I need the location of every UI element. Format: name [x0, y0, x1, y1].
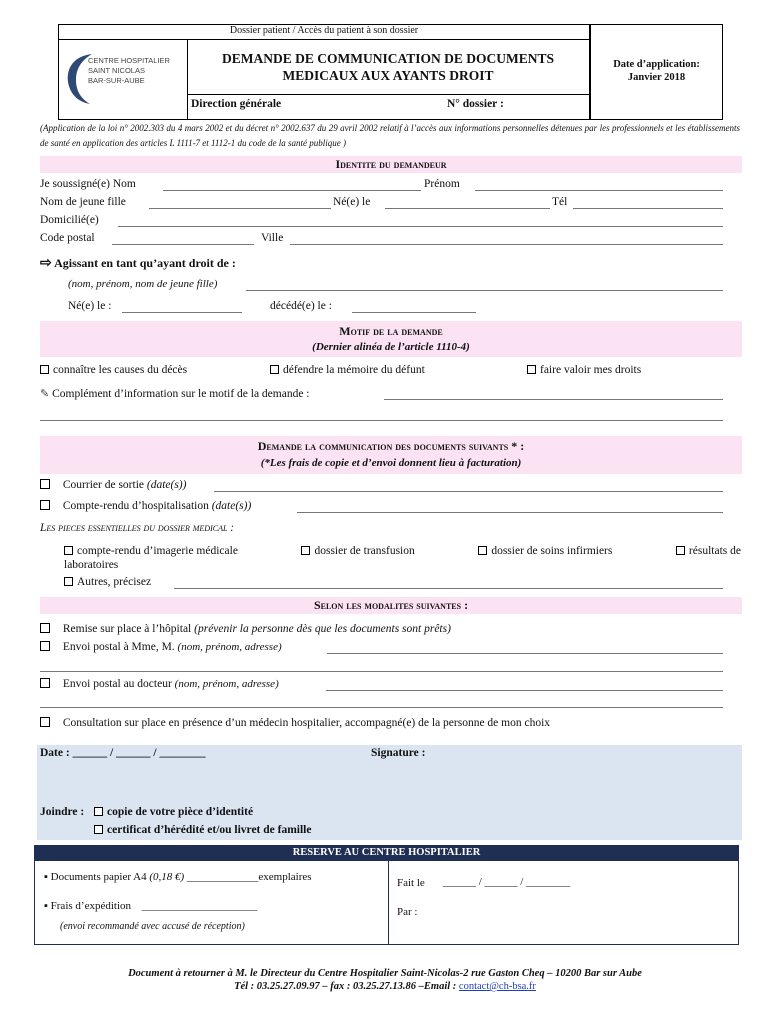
- title-line-1: DEMANDE DE COMMUNICATION DE DOCUMENTS: [221, 51, 554, 66]
- envoi-mme-label: Envoi postal à Mme, M.: [62, 641, 175, 653]
- complement-field-2[interactable]: [40, 420, 723, 421]
- ayant-droit-heading: [40, 255, 236, 272]
- courrier-label: Courrier de sortie: [62, 479, 144, 491]
- remise-hint: (prévenir la personne dès que les documents sont prêts): [194, 623, 451, 635]
- motif-header: [40, 323, 742, 355]
- pieces-title: [40, 522, 234, 534]
- nom-label: Je soussigné(e) Nom: [40, 178, 136, 190]
- courrier-field[interactable]: [214, 491, 723, 492]
- piece-soins[interactable]: [478, 545, 612, 557]
- modalites-title: Selon les modalites suivantes :: [313, 598, 469, 612]
- motif-option-causes[interactable]: [40, 364, 187, 376]
- title-line-2: MEDICAUX AUX AYANTS DROIT: [282, 68, 494, 83]
- docs-papier-suffix: _____________exemplaires: [186, 871, 312, 883]
- bullet-icon: ▪: [44, 900, 48, 912]
- ne-le-label: Né(e) le: [333, 196, 371, 208]
- legal-note: (Application de la loi n° 2002.303 du 4 mars 2002 et du décret n° 2002.637 du 29 avril 2002 relatif à l’accès aux informations personnelles détenues par les professionnels et les établissements de santé en application des articles L 1111-7 et 1112-1 du code de la santé publique ): [40, 123, 740, 148]
- checkbox-autres[interactable]: [64, 577, 73, 586]
- laboratoires-label: laboratoires: [64, 559, 119, 571]
- joindre-identite-label: copie de votre pièce d’identité: [107, 806, 254, 818]
- header-title-divider: [187, 94, 590, 95]
- code-postal-label: Code postal: [40, 232, 95, 244]
- envoi-mme-field-2[interactable]: [40, 671, 723, 672]
- dossier-number-label: N° dossier :: [447, 98, 504, 110]
- motif-option-causes-label: connaître les causes du décès: [53, 364, 188, 376]
- docs-papier-prix: (0,18 €): [149, 871, 185, 883]
- piece-transfusion[interactable]: [301, 545, 414, 557]
- pieces-title-label: Les pieces essentielles du dossier medical :: [40, 522, 235, 534]
- joindre-heredite-label: certificat d’hérédité et/ou livret de famille: [107, 824, 312, 836]
- arrow-right-icon: ⇨: [40, 256, 52, 271]
- pieces-options: [64, 545, 741, 557]
- frais-line: _____________________: [141, 900, 258, 912]
- motif-option-droits-label: faire valoir mes droits: [540, 364, 642, 376]
- piece-resultats-label: résultats de: [688, 545, 741, 557]
- footer-line-2: [20, 980, 750, 993]
- nom-field[interactable]: [163, 190, 421, 191]
- checkbox-causes[interactable]: [40, 365, 49, 374]
- autres-label: Autres, précisez: [77, 576, 152, 588]
- signature-date[interactable]: Date : ______ / ______ / ________: [40, 747, 206, 759]
- defunt-nom-field[interactable]: [246, 290, 723, 291]
- checkbox-soins[interactable]: [478, 546, 487, 555]
- header-top-divider: [58, 39, 590, 40]
- fait-le-label: Fait le: [397, 877, 425, 889]
- envoi-note: (envoi recommandé avec accusé de réception): [60, 921, 245, 932]
- pencil-icon: ✎: [40, 388, 50, 400]
- logo-line-2: SAINT NICOLAS: [88, 66, 145, 75]
- joindre-heredite[interactable]: [94, 824, 311, 836]
- complement-field-1[interactable]: [384, 399, 723, 400]
- checkbox-compte-rendu[interactable]: [40, 500, 50, 510]
- envoi-mme-hint: (nom, prénom, adresse): [177, 641, 282, 653]
- envoi-docteur-field-1[interactable]: [326, 690, 723, 691]
- date-application-label: Date d’application:: [613, 59, 700, 70]
- envoi-docteur-hint: (nom, prénom, adresse): [174, 678, 279, 690]
- frais-label: Frais d’expédition: [50, 900, 132, 912]
- piece-imagerie[interactable]: [64, 545, 238, 557]
- motif-option-memoire[interactable]: [270, 364, 425, 376]
- frais-row: [44, 900, 257, 912]
- direction-label: Direction générale: [191, 98, 282, 110]
- identite-title: Identite du demandeur: [335, 157, 447, 171]
- tel-field[interactable]: [573, 208, 723, 209]
- envoi-docteur-label: Envoi postal au docteur: [62, 678, 172, 690]
- defunt-decede-label: décédé(e) le :: [270, 300, 332, 312]
- ayant-droit-label: Agissant en tant qu’ayant droit de :: [54, 256, 236, 270]
- defunt-nom-label: (nom, prénom, nom de jeune fille): [68, 278, 218, 290]
- ville-label: Ville: [261, 232, 284, 244]
- piece-resultats[interactable]: [676, 545, 741, 557]
- envoi-mme-field-1[interactable]: [327, 653, 723, 654]
- motif-title: Motif de la demande: [339, 324, 443, 338]
- courrier-hint: (date(s)): [146, 479, 187, 491]
- envoi-mme-row[interactable]: [40, 641, 282, 653]
- domicile-field[interactable]: [118, 226, 723, 227]
- motif-option-memoire-label: défendre la mémoire du défunt: [283, 364, 425, 376]
- documents-subtitle: (*Les frais de copie et d’envoi donnent lieu à facturation): [260, 457, 522, 469]
- piece-imagerie-label: compte-rendu d’imagerie médicale: [77, 545, 238, 557]
- page-title: [188, 50, 588, 84]
- consultation-row[interactable]: [40, 717, 550, 729]
- checkbox-remise[interactable]: [40, 623, 50, 633]
- checkbox-piece-identite[interactable]: [94, 807, 103, 816]
- prenom-field[interactable]: [475, 190, 723, 191]
- code-postal-field[interactable]: [112, 244, 254, 245]
- footer-email-link[interactable]: contact@ch-bsa.fr: [458, 981, 536, 992]
- jeune-fille-label: Nom de jeune fille: [40, 196, 126, 208]
- checkbox-transfusion[interactable]: [301, 546, 310, 555]
- footer-contact: Tél : 03.25.27.09.97 – fax : 03.25.27.13.86 –Email :: [234, 981, 457, 992]
- consultation-label: Consultation sur place en présence d’un médecin hospitalier, accompagné(e) de la personne de mon choix: [62, 717, 551, 729]
- jeune-fille-field[interactable]: [149, 208, 331, 209]
- complement-label: Complément d’information sur le motif de la demande :: [52, 388, 310, 400]
- documents-header: [40, 438, 742, 472]
- reserve-divider: [388, 861, 389, 945]
- bullet-icon: ▪: [44, 871, 48, 883]
- motif-option-droits[interactable]: [527, 364, 641, 376]
- joindre-label: Joindre :: [40, 806, 85, 818]
- checkbox-consultation[interactable]: [40, 717, 50, 727]
- fait-le-date[interactable]: ______ / ______ / ________: [443, 876, 571, 888]
- checkbox-droits[interactable]: [527, 365, 536, 374]
- compte-rendu-hint: (date(s)): [211, 500, 252, 512]
- defunt-ne-field[interactable]: [122, 312, 242, 313]
- motif-subtitle: (Dernier alinéa de l’article 1110-4): [312, 341, 470, 353]
- footer: [20, 967, 750, 993]
- defunt-decede-field[interactable]: [352, 312, 476, 313]
- docs-papier-row: [44, 871, 312, 883]
- joindre-identite[interactable]: [94, 806, 253, 818]
- ville-field[interactable]: [290, 244, 723, 245]
- checkbox-envoi-mme[interactable]: [40, 641, 50, 651]
- courrier-sortie-row[interactable]: [40, 479, 186, 491]
- checkbox-memoire[interactable]: [270, 365, 279, 374]
- domicile-label: Domicilié(e): [40, 214, 99, 226]
- logo-line-1: CENTRE HOSPITALIER: [88, 56, 170, 65]
- piece-transfusion-label: dossier de transfusion: [314, 545, 415, 557]
- tel-label: Tél: [552, 196, 568, 208]
- autres-row[interactable]: [64, 576, 151, 588]
- envoi-docteur-field-2[interactable]: [40, 707, 723, 708]
- docs-papier-label: Documents papier A4: [50, 871, 147, 883]
- header-top-label: Dossier patient / Accès du patient à son dossier: [229, 25, 419, 36]
- piece-soins-label: dossier de soins infirmiers: [491, 545, 613, 557]
- ne-le-field[interactable]: [385, 208, 550, 209]
- reserve-title: RESERVE AU CENTRE HOSPITALIER: [34, 845, 739, 861]
- autres-field[interactable]: [174, 588, 723, 589]
- par-label: Par :: [397, 906, 418, 918]
- footer-line-1: Document à retourner à M. le Directeur du Centre Hospitalier Saint-Nicolas-2 rue Gaston Cheq – 10200 Bar sur Aube: [128, 968, 642, 979]
- date-application: [590, 58, 723, 84]
- checkbox-resultats[interactable]: [676, 546, 685, 555]
- checkbox-envoi-docteur[interactable]: [40, 678, 50, 688]
- logo-line-3: BAR-SUR-AUBE: [88, 76, 145, 85]
- hospital-logo: [62, 44, 182, 114]
- prenom-label: Prénom: [424, 178, 460, 190]
- remise-row[interactable]: [40, 623, 451, 635]
- compte-rendu-label: Compte-rendu d’hospitalisation: [62, 500, 209, 512]
- compte-rendu-row[interactable]: [40, 500, 251, 512]
- date-application-value: Janvier 2018: [627, 72, 686, 83]
- envoi-docteur-row[interactable]: [40, 678, 279, 690]
- checkbox-imagerie[interactable]: [64, 546, 73, 555]
- documents-title: Demande la communication des documents suivants * :: [257, 439, 525, 453]
- defunt-ne-label: Né(e) le :: [68, 300, 112, 312]
- checkbox-courrier[interactable]: [40, 479, 50, 489]
- compte-rendu-field[interactable]: [297, 512, 723, 513]
- signature-label: Signature :: [371, 747, 426, 759]
- remise-label: Remise sur place à l’hôpital: [62, 623, 192, 635]
- complement-row: [40, 387, 310, 400]
- checkbox-heredite[interactable]: [94, 825, 103, 834]
